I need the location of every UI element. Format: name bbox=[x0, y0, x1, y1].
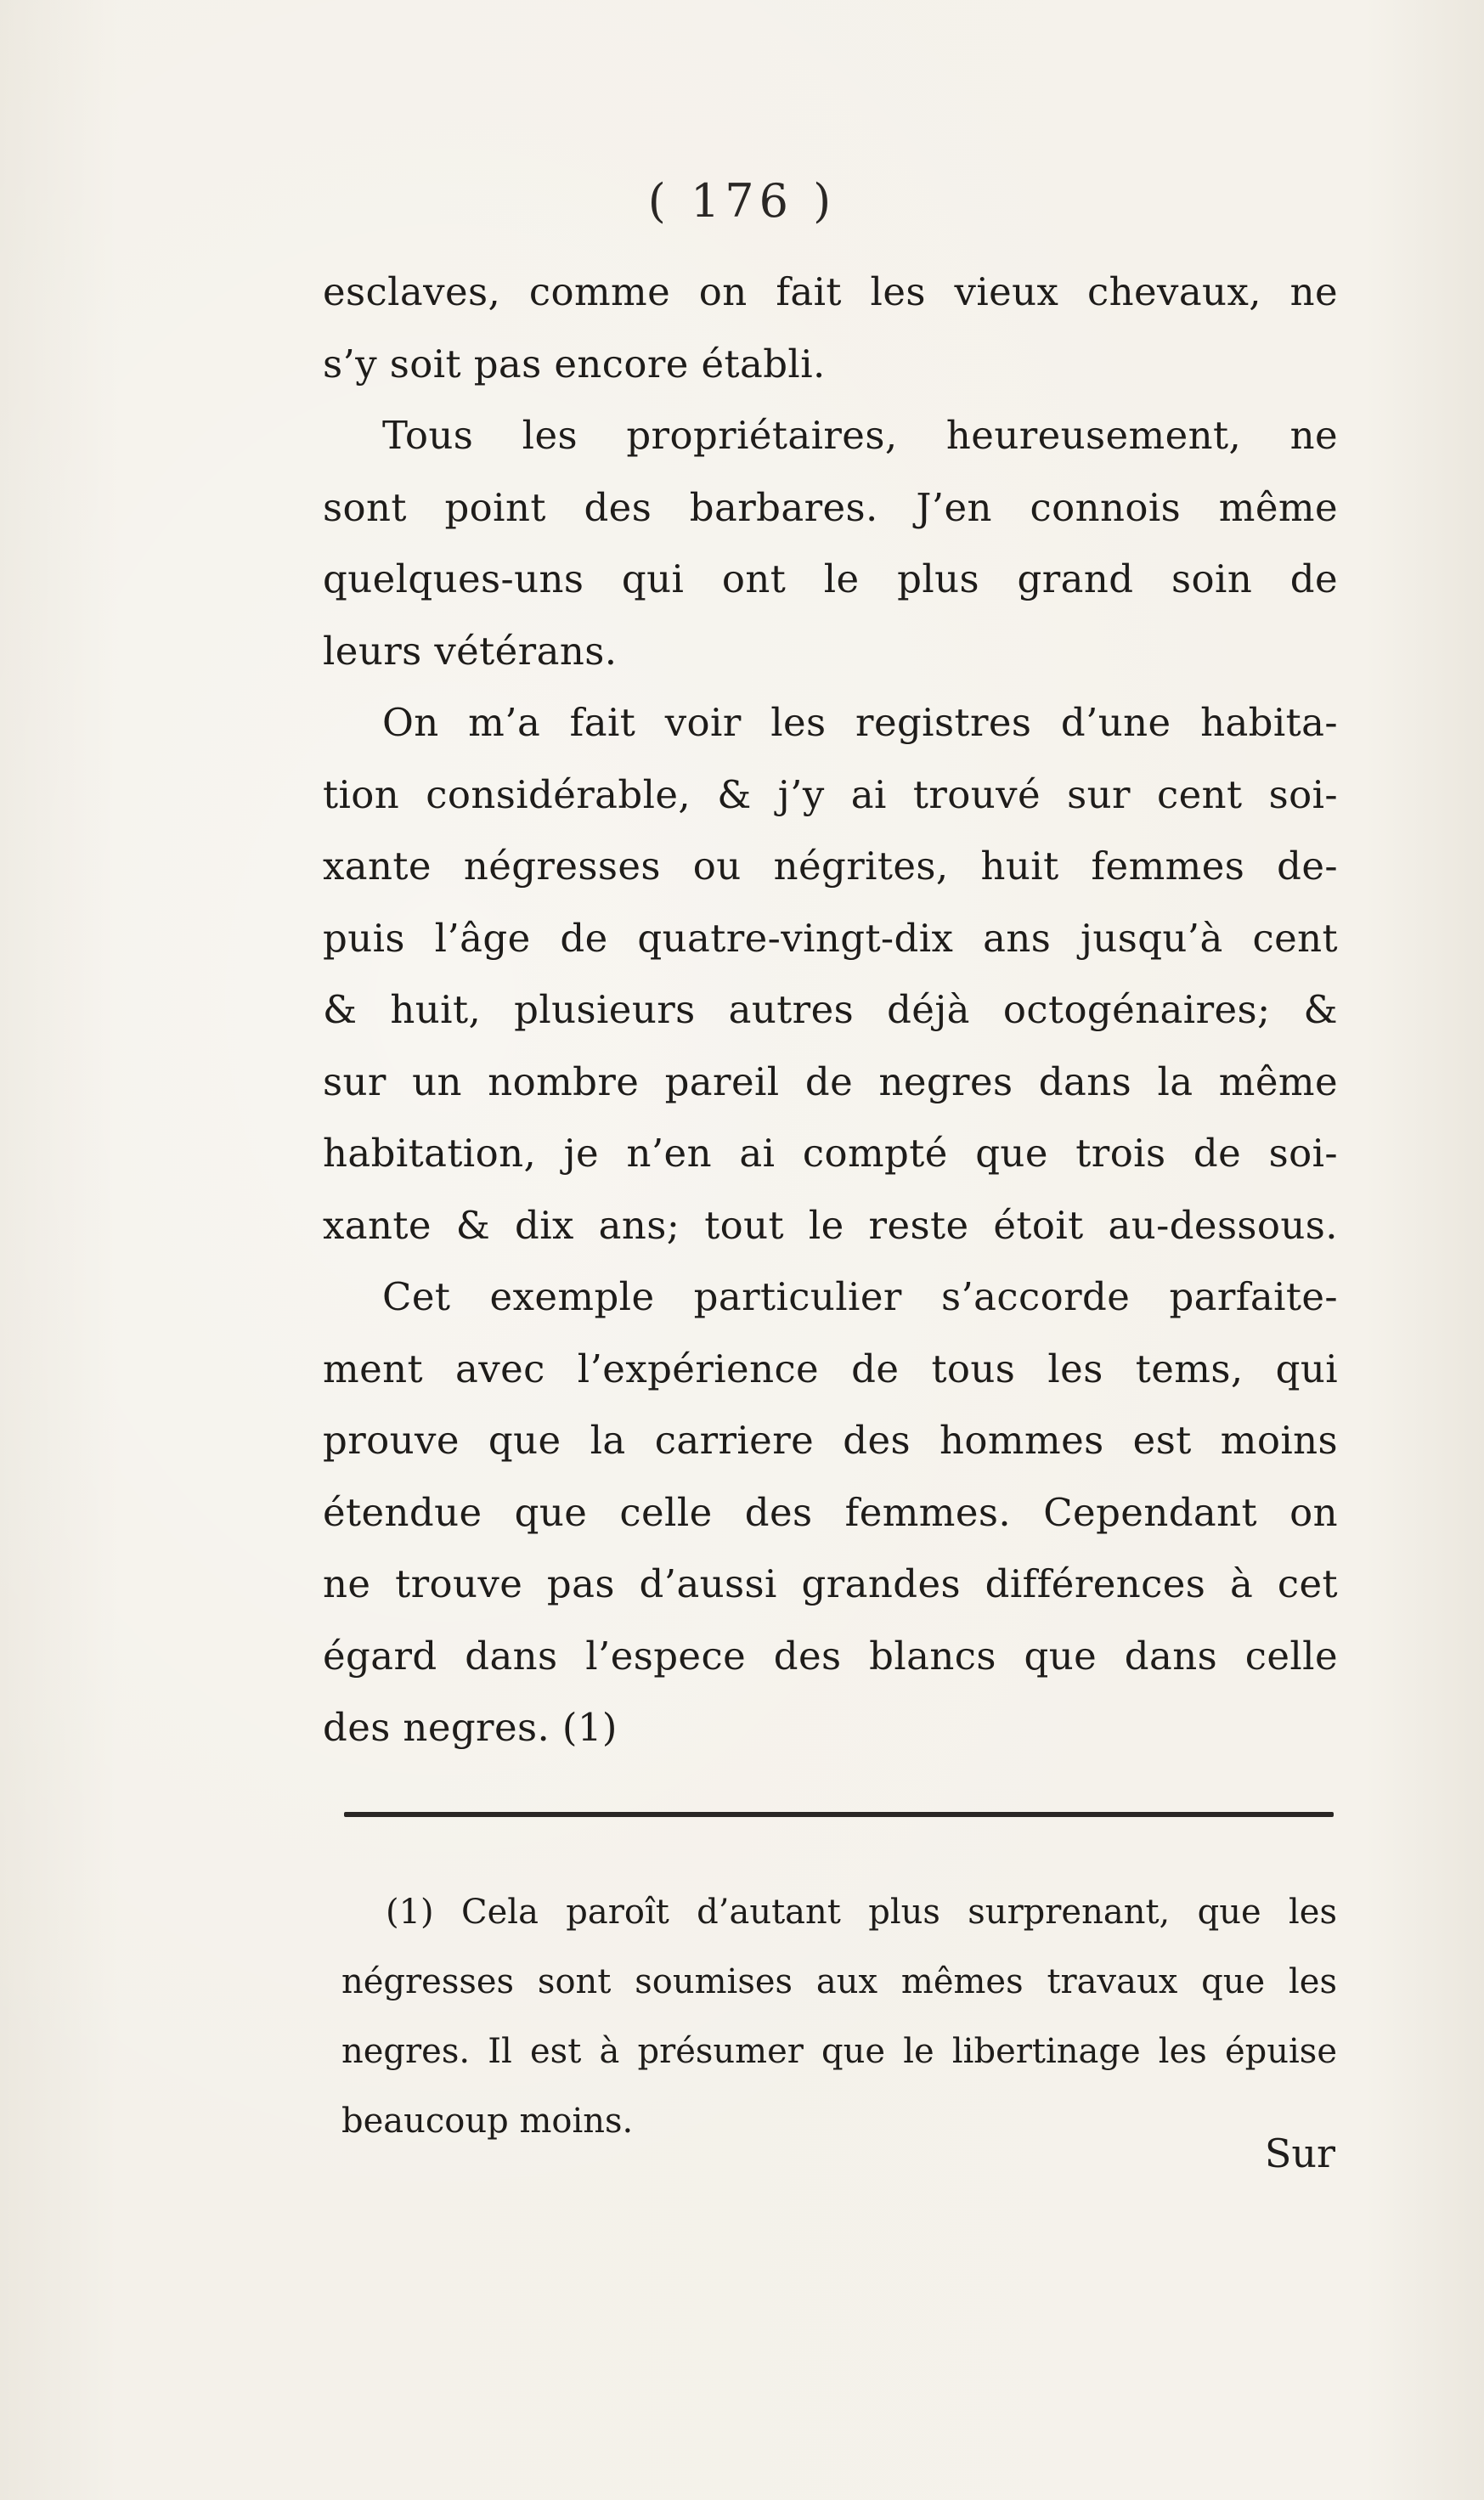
text-line: sont point des barbares. J’en connois même bbox=[323, 484, 1338, 530]
footnote-line: beaucoup moins. bbox=[341, 2102, 634, 2141]
main-text-block bbox=[323, 257, 1338, 1764]
text-line: tion considérable, & j’y ai trouvé sur cent soi- bbox=[323, 771, 1338, 817]
paragraph-start-line: Cet exemple particulier s’accorde parfaite- bbox=[382, 1274, 1338, 1319]
footnote-separator-rule bbox=[344, 1812, 1334, 1817]
footnote-line: (1) Cela paroît d’autant plus surprenant, que les bbox=[386, 1893, 1337, 1932]
text-line: puis l’âge de quatre-vingt-dix ans jusqu’à cent bbox=[323, 915, 1338, 961]
text-line: quelques-uns qui ont le plus grand soin de bbox=[323, 556, 1338, 601]
catchword: Sur bbox=[1264, 2130, 1335, 2176]
footnote-line: négresses sont soumises aux mêmes travaux que les bbox=[341, 1962, 1337, 2001]
text-line: xante négresses ou négrites, huit femmes de- bbox=[323, 844, 1338, 889]
text-line: prouve que la carriere des hommes est moins bbox=[323, 1418, 1338, 1463]
text-line: habitation, je n’en ai compté que trois de soi- bbox=[323, 1131, 1338, 1176]
text-line: étendue que celle des femmes. Cependant on bbox=[323, 1489, 1338, 1535]
page-number-header: ( 176 ) bbox=[647, 174, 837, 228]
text-line: sur un nombre pareil de negres dans la même bbox=[323, 1058, 1338, 1104]
text-line: ment avec l’expérience de tous les tems, qui bbox=[323, 1346, 1338, 1391]
text-line: leurs vétérans. bbox=[323, 628, 618, 674]
text-line: s’y soit pas encore établi. bbox=[323, 341, 826, 387]
text-line: égard dans l’espece des blancs que dans celle bbox=[323, 1633, 1338, 1679]
footnote-line: negres. Il est à présumer que le libertinage les épuise bbox=[341, 2032, 1337, 2071]
text-line: ne trouve pas d’aussi grandes différences à cet bbox=[323, 1561, 1338, 1606]
text-line: & huit, plusieurs autres déjà octogénaires; & bbox=[323, 987, 1338, 1032]
footnote-block bbox=[341, 1877, 1337, 2156]
paragraph-start-line: On m’a fait voir les registres d’une habita- bbox=[382, 700, 1338, 745]
paragraph-start-line: Tous les propriétaires, heureusement, ne bbox=[382, 413, 1338, 458]
text-line: xante & dix ans; tout le reste étoit au-dessous. bbox=[323, 1202, 1338, 1248]
text-line: esclaves, comme on fait les vieux chevaux, ne bbox=[323, 269, 1338, 314]
text-line: des negres. (1) bbox=[323, 1705, 618, 1750]
